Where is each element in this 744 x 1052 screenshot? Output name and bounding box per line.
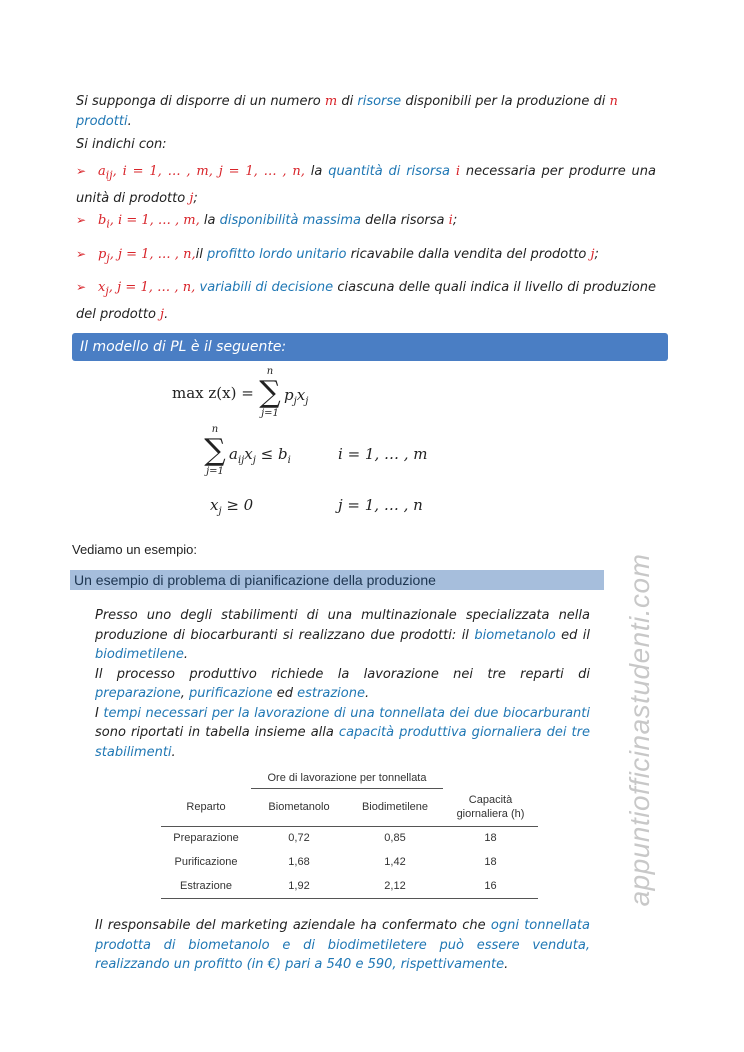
bullet-text: ciascuna delle quali indica il livello di produzione del prodotto	[76, 280, 656, 322]
term-preparazione: preparazione	[95, 686, 181, 701]
sum-symbol: n ∑ j=1	[204, 424, 226, 477]
table-header-biometanolo: Biometanolo	[268, 801, 330, 813]
sum-lower: j=1	[206, 466, 224, 477]
bullet-text: la	[304, 164, 329, 179]
table-cell: 18	[484, 832, 497, 845]
table-cell: 1,92	[288, 879, 310, 892]
term-prodotti: prodotti	[76, 114, 128, 129]
table-row	[161, 874, 538, 898]
constraint-range: j = 1, … , n	[338, 496, 423, 514]
intro-lead: Si indichi con:	[76, 137, 167, 152]
term-estrazione: estrazione	[297, 686, 365, 701]
bullet-item: ➢ $b_i$, i = 1, … , m, la disponibilità massima della risorsa i;	[76, 209, 656, 236]
bullet-text: la	[199, 213, 220, 228]
math-symbol: $x_j$, j = 1, … , n,	[98, 280, 196, 298]
constraint-range: i = 1, … , m	[338, 445, 428, 463]
watermark-text: appuntiofficinastudenti.com	[624, 553, 655, 907]
table-row	[161, 850, 538, 874]
constraint-capacity: $a_{ij}x_j \le b_i$	[229, 445, 291, 466]
sum-symbol: n ∑ j=1	[259, 366, 281, 419]
term-risorse: risorse	[357, 94, 402, 109]
math-symbol: $a_{ij}$, i = 1, … , m, j = 1, … , n,	[98, 164, 305, 182]
bullet-item: ➢ $x_j$, j = 1, … , n, variabili di decisione ciascuna delle quali indica il livello di produzione del prodotto j.	[76, 276, 656, 326]
arrow-bullet-icon: ➢	[76, 247, 87, 261]
bullet-text: della risorsa	[361, 213, 449, 228]
intro-text: di	[337, 94, 358, 109]
example-paragraph: Presso uno degli stabilimenti di una multinazionale specializzata nella produzione di biocarburanti si realizzano due prodotti: il biometanolo ed il biodimetilene. Il processo produttivo richiede la lavorazione nei tre reparti di preparazione, purificazione ed estrazione. I tempi necessari per la lavorazione di una tonnellata dei due biocarburanti sono riportati in tabella insieme alla capacità produttiva giornaliera dei tre stabilimenti.	[95, 608, 590, 760]
arrow-bullet-icon: ➢	[76, 213, 87, 227]
arrow-bullet-icon: ➢	[76, 280, 87, 294]
table-group-header: Ore di lavorazione per tonnellata	[251, 768, 443, 788]
bullet-text: necessaria per produrre una unità di prodotto	[76, 164, 656, 206]
model-header: Il modello di PL è il seguente:	[72, 333, 668, 361]
term-biodimetilene: biodimetilene	[95, 647, 184, 662]
math-index: j	[160, 306, 165, 322]
watermark	[610, 540, 670, 920]
table-cell: Estrazione	[180, 879, 232, 892]
formula-max: max z(x) =	[172, 384, 254, 402]
table-cell: Purificazione	[174, 856, 238, 868]
bullet-term: profitto lordo unitario	[206, 247, 347, 262]
term-purificazione: purificazione	[189, 686, 273, 701]
term-biometanolo: biometanolo	[474, 627, 556, 643]
bullet-item: ➢ $p_j$, j = 1, … , n,il profitto lordo unitario ricavabile dalla vendita del prodotto j;	[76, 243, 656, 270]
bullet-term: variabili di decisione	[199, 280, 334, 295]
intro-text: disponibili per la produzione di	[401, 94, 610, 109]
intro-text: .	[127, 114, 132, 129]
objective-function	[172, 384, 254, 402]
table-header-biodimetilene: Biodimetilene	[361, 801, 429, 813]
bullet-term: disponibilità massima	[219, 213, 362, 228]
table-cell: 0,85	[384, 832, 406, 845]
term-tempi: tempi necessari per la lavorazione di una tonnellata dei due biocarburanti	[103, 705, 590, 721]
table-header-capacita: Capacità giornaliera (h)	[456, 793, 525, 820]
table-cell: Preparazione	[173, 832, 239, 845]
example-paragraph-marketing: Il responsabile del marketing aziendale ha confermato che ogni tonnellata prodotta di biometanolo e di biodimetiletere può essere venduta, realizzando un profitto (in €) pari a 540 e 590, rispettivamente.	[95, 918, 590, 972]
math-symbol: $b_i$, i = 1, … , m,	[98, 213, 200, 231]
math-n: n	[609, 94, 618, 109]
intro-text: Si supponga di disporre di un numero	[76, 94, 325, 109]
objective-terms: $p_jx_j$	[284, 386, 309, 407]
bullet-term: quantità di risorsa	[328, 164, 450, 179]
table-cell: 2,12	[384, 879, 406, 892]
term-capacita: capacità produttiva giornaliera dei tre stabilimenti	[95, 725, 590, 760]
math-index: i	[448, 213, 453, 228]
math-index: j	[189, 190, 194, 206]
example-intro: Vediamo un esempio:	[72, 542, 198, 557]
sum-upper: n	[266, 366, 274, 377]
bullet-text: ricavabile dalla vendita del prodotto	[346, 247, 591, 262]
constraint-nonnegativity: $x_j \ge 0$	[210, 496, 254, 517]
table-cell: 16	[484, 879, 497, 892]
intro-paragraph	[76, 92, 661, 158]
table-cell: 1,42	[384, 856, 406, 868]
term-profitto: ogni tonnellata prodotta di biometanolo e di biodimetiletere può essere venduta, realizzando un profitto (in €) pari a 540 e 590, rispettivamente	[95, 918, 590, 972]
math-m: m	[324, 94, 338, 109]
bullet-item: ➢ $a_{ij}$, i = 1, … , m, j = 1, … , n, la quantità di risorsa i necessaria per produrre una unità di prodotto j;	[76, 160, 656, 210]
table-cell: 1,68	[288, 856, 310, 868]
table-cell: 18	[484, 856, 497, 868]
sum-lower: j=1	[261, 408, 279, 419]
sum-upper: n	[211, 424, 219, 435]
table-row	[161, 826, 538, 850]
table-header-reparto: Reparto	[186, 800, 226, 813]
math-symbol: $p_j$, j = 1, … , n,	[98, 247, 196, 265]
math-index: i	[455, 164, 461, 179]
arrow-bullet-icon: ➢	[76, 164, 87, 178]
production-table	[161, 768, 538, 899]
table-cell: 0,72	[288, 832, 310, 845]
bullet-text: il	[195, 247, 207, 262]
example-header: Un esempio di problema di pianificazione della produzione	[70, 570, 604, 590]
math-index: j	[590, 247, 595, 262]
